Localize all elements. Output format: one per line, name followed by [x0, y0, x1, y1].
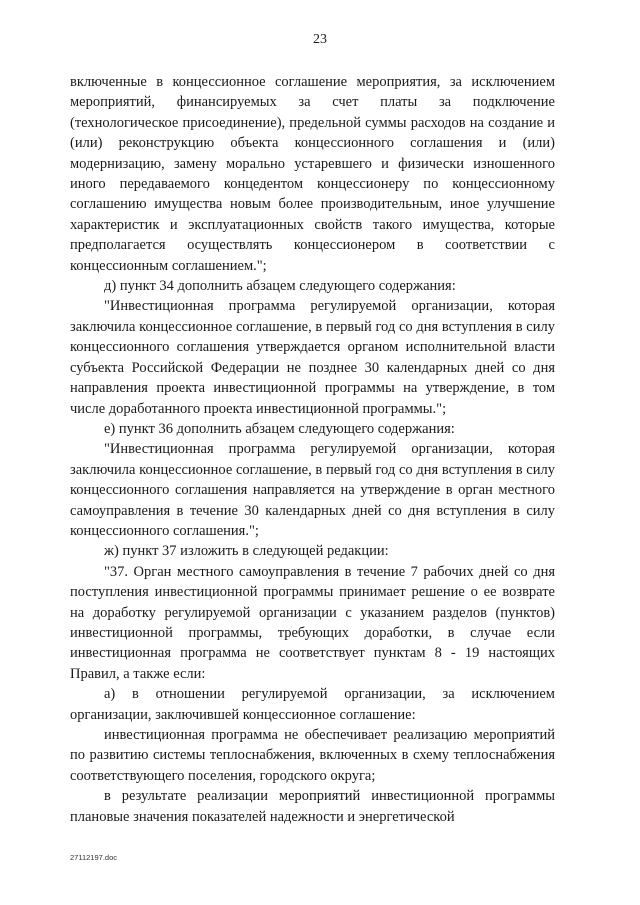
paragraph-item-e: е) пункт 36 дополнить абзацем следующего содержания: — [104, 420, 455, 437]
paragraph-quote-37: "37. Орган местного самоуправления в течение 7 рабочих дней со дня поступления инвестиционной программы принимает решение о ее возврате на доработку регулируемой организации с указанием разделов (пунктов) инвестиционной программы, требующих доработки, в случае если инвестиционная программа не соответствует пунктам 8 - 19 настоящих Правил, а также если: — [70, 563, 555, 682]
footer-file-code: 27112197.doc — [70, 853, 117, 862]
paragraph-continuation: включенные в концессионное соглашение мероприятия, за исключением мероприятий, финансируемых за счет платы за подключение (технологическое присоединение), предельной суммы расходов на создание и (или) реконструкцию объекта концессионного соглашения и (или) модернизацию, замену морально устаревшего и физически изношенного иного передаваемого концедентом концессионеру по концессионному соглашению имущества новым более производительным, иное улучшение характеристик и эксплуатационных свойств такого имущества, которые предполагается осуществлять концессионером в соответствии с концессионным соглашением."; — [70, 74, 555, 274]
paragraph-item-zh: ж) пункт 37 изложить в следующей редакции: — [104, 543, 389, 560]
paragraph-investment-program: инвестиционная программа не обеспечивает реализацию мероприятий по развитию системы теплоснабжения, включенных в схему теплоснабжения соответствующего поселения, городского округа; — [70, 727, 555, 784]
paragraph-quote-34: "Инвестиционная программа регулируемой организации, которая заключила концессионное соглашение, в первый год со дня вступления в силу концессионного соглашения утверждается органом исполнительной власти субъекта Российской Федерации не позднее 30 календарных дней со дня направления проекта инвестиционной программы на утверждение, в том числе доработанного проекта инвестиционной программы."; — [70, 298, 555, 417]
page-number: 23 — [313, 32, 327, 47]
paragraph-subitem-a: а) в отношении регулируемой организации, за исключением организации, заключившей концессионное соглашение: — [70, 686, 555, 723]
document-body — [70, 72, 555, 827]
paragraph-item-d: д) пункт 34 дополнить абзацем следующего содержания: — [104, 278, 456, 295]
paragraph-results: в результате реализации мероприятий инвестиционной программы плановые значения показателей надежности и энергетической — [70, 788, 555, 825]
paragraph-quote-36: "Инвестиционная программа регулируемой организации, которая заключила концессионное соглашение, в первый год со дня вступления в силу концессионного соглашения направляется на утверждение в орган местного самоуправления в течение 30 календарных дней со дня вступления в силу концессионного соглашения."; — [70, 441, 555, 539]
